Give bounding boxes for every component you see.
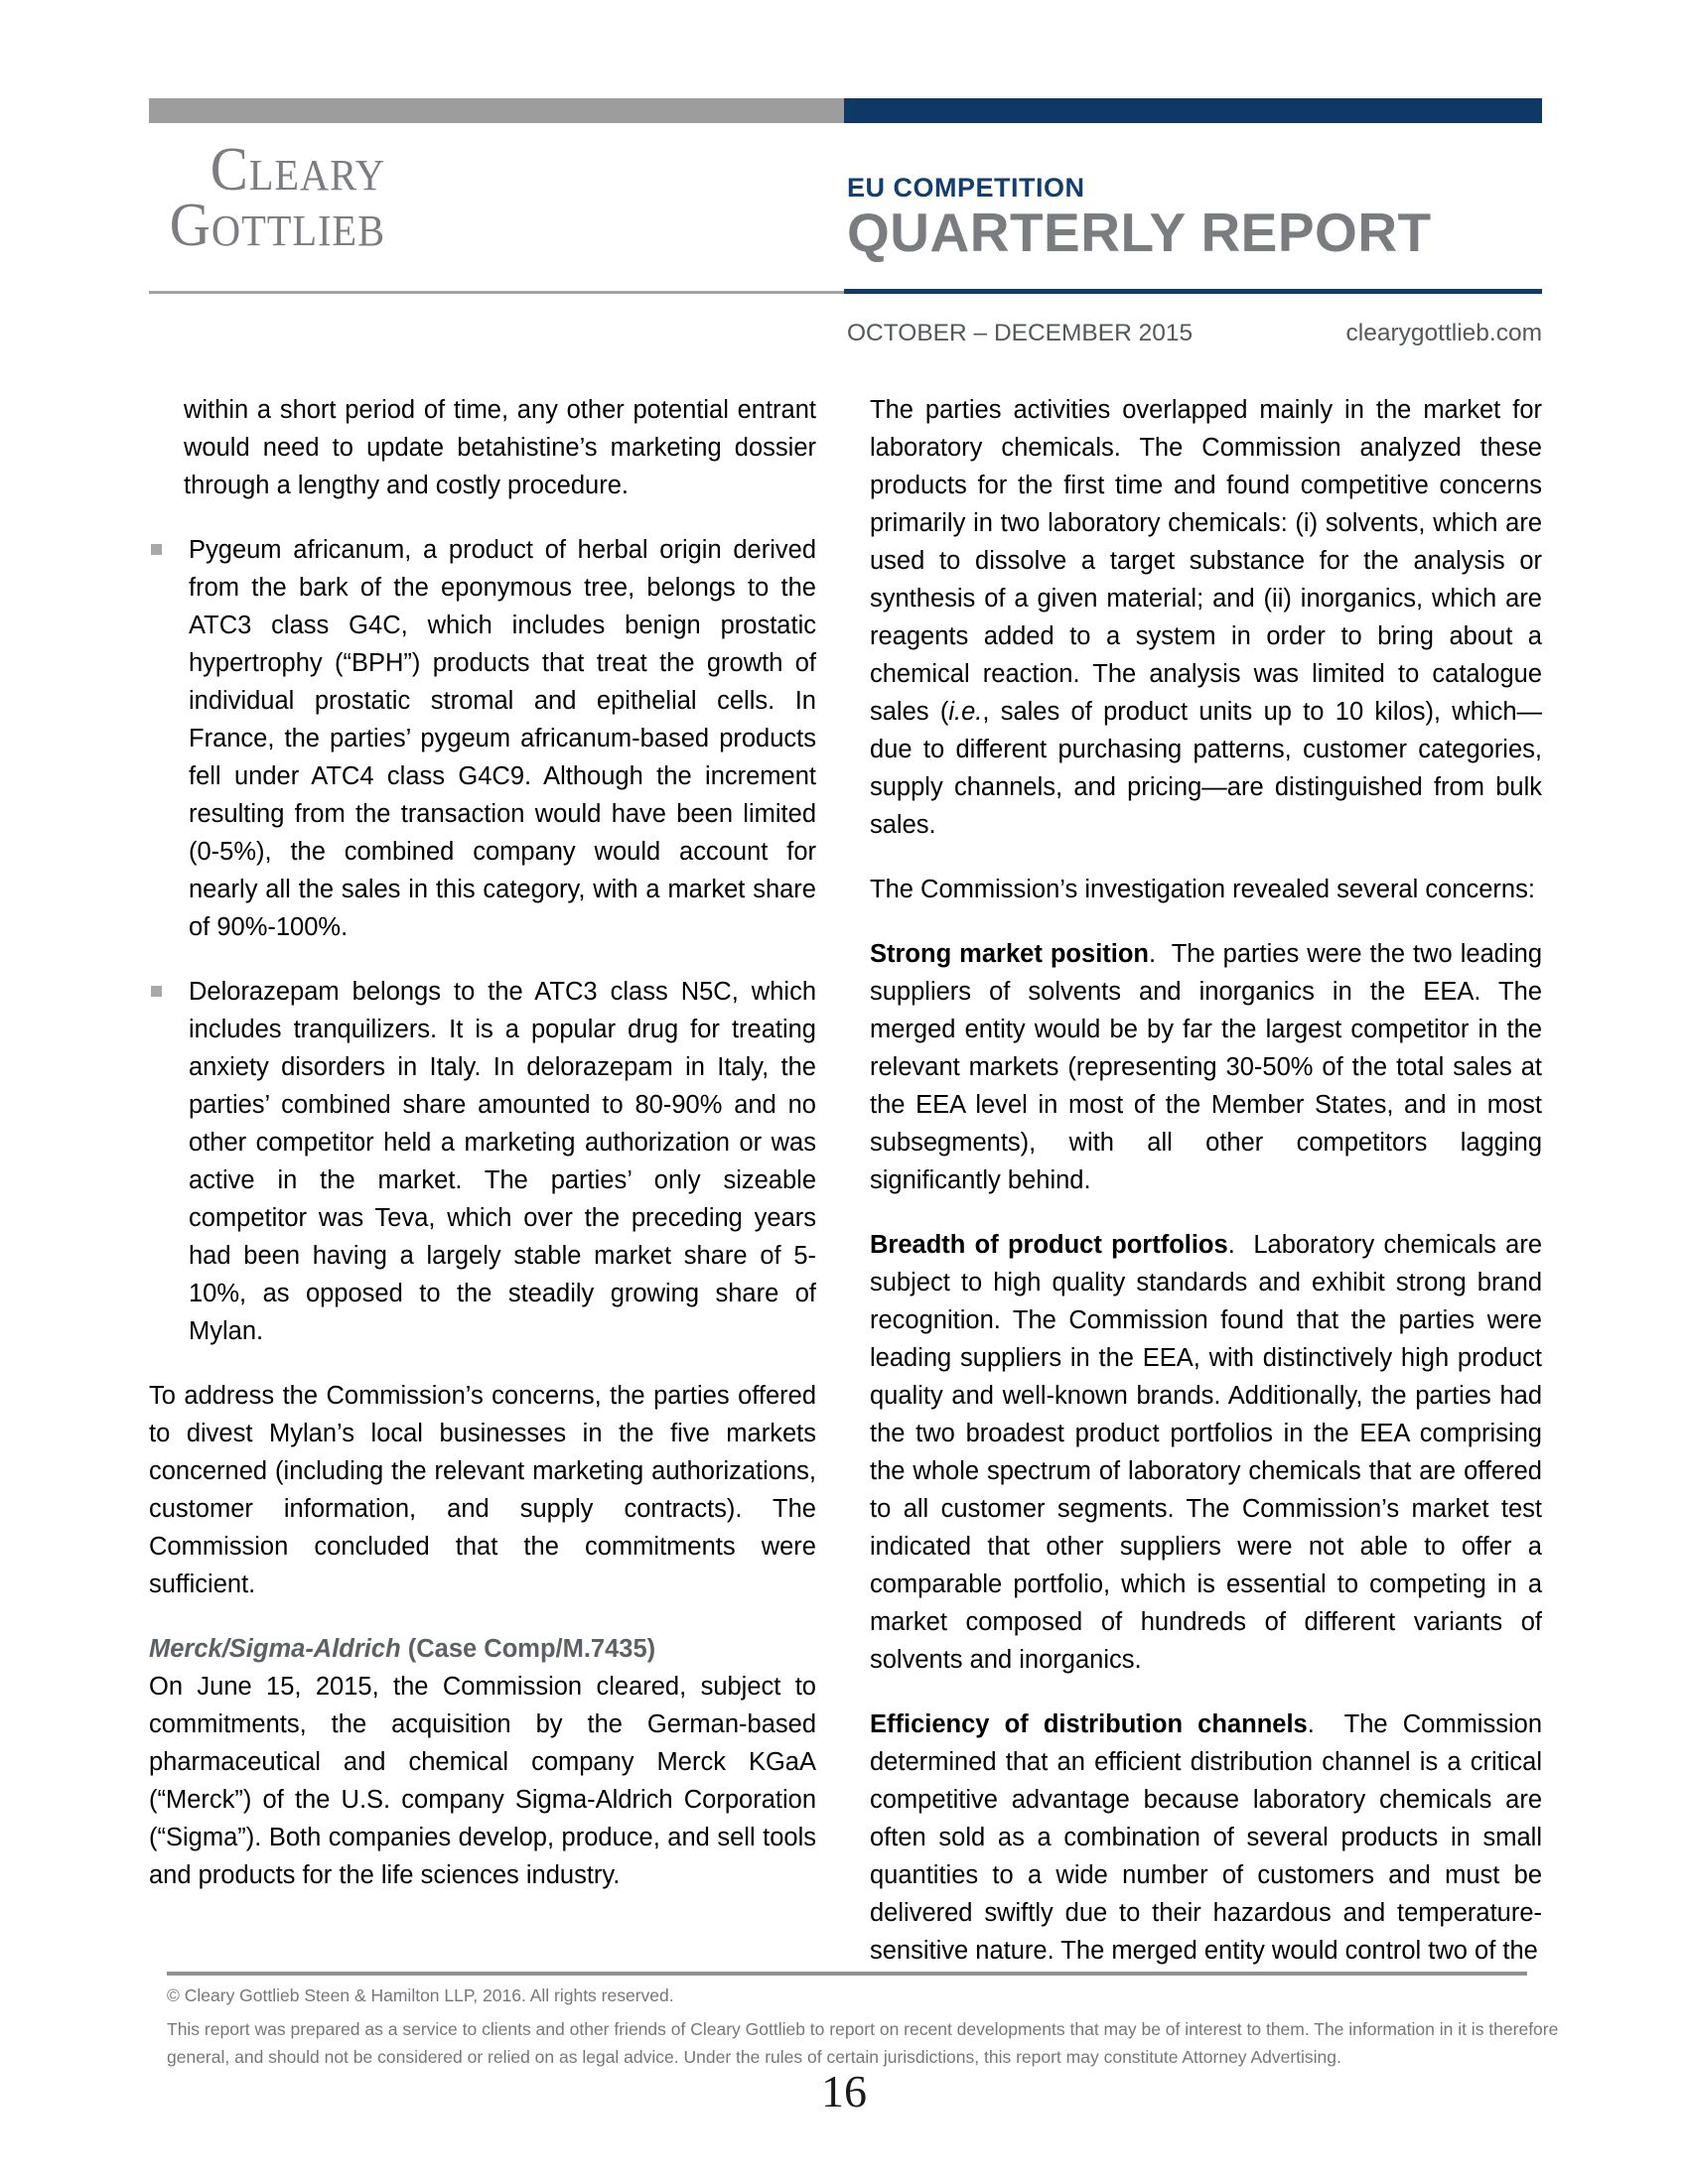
footer-rule — [167, 1972, 1527, 1976]
concern-body: . Laboratory chemicals are subject to high quality standards and exhibit strong brand recognition. The Commission found that the parties were leading suppliers in the EEA, with distinctively high product quality and well-known brands. Additionally, the parties had the two broadest product portfolios in the EEA comprising the whole spectrum of laboratory chemicals that are offered to all customer segments. The Commission’s market test indicated that other suppliers were not able to offer a comparable portfolio, which is essential to competing in a market composed of hundreds of different variants of solvents and inorganics. — [870, 1231, 1543, 1674]
list-item — [149, 973, 816, 1350]
issue-date-range: OCTOBER – DECEMBER 2015 — [847, 320, 1194, 346]
logo-initial-g: G — [169, 192, 211, 259]
copyright-line: © Cleary Gottlieb Steen & Hamilton LLP, 2016. All rights reserved. — [167, 1985, 674, 2005]
bullet-text: Pygeum africanum, a product of herbal origin derived from the bark of the eponymous tree, belongs to the ATC3 class G4C, which includes benign prostatic hypertrophy (“BPH”) products that treat the growth of individual prostatic stromal and epithelial cells. In France, the parties’ pygeum africanum-based products fell under ATC4 class G4C9. Although the increment resulting from the transaction would have been limited (0-5%), the combined company would account for nearly all the sales in this category, with a market share of 90%-100%. — [189, 536, 816, 941]
logo-rest-leary: LEARY — [248, 151, 385, 200]
case-heading — [149, 1630, 816, 1668]
overview-run: The parties activities overlapped mainly in the market for laboratory chemicals. The Commission analyzed these products for the first time and found competitive concerns primarily in two laboratory chemicals: (i) solvents, which are used to dissolve a target substance for the analysis or synthesis of a given material; and (ii) inorganics, which are reagents added to a system in order to bring about a chemical reaction. The analysis was limited to catalogue sales ( — [870, 396, 1542, 726]
overview-paragraph — [870, 391, 1542, 844]
bullet-text: Delorazepam belongs to the ATC3 class N5C, which includes tranquilizers. It is a popular drug for treating anxiety disorders in Italy. In delorazepam in Italy, the parties’ combined share amounted to 80-90% and no other competitor held a marketing authorization or was active in the market. The parties’ only sizeable competitor was Teva, which over the preceding years had been having a largely stable market share of 5-10%, as opposed to the steadily growing share of Mylan. — [189, 978, 816, 1345]
concern-body: . The parties were the two leading suppliers of solvents and inorganics in the EEA. The merged entity would be by far the largest competitor in the relevant markets (representing 30-50% of the total sales at the EEA level in most of the Member States, and in most subsegments), with all other competitors lagging significantly behind. — [870, 940, 1542, 1194]
website-link[interactable]: clearygottlieb.com — [1345, 320, 1542, 346]
concern-paragraph — [870, 1706, 1542, 1970]
concern-lead: Efficiency of distribution channels — [870, 1710, 1308, 1738]
case-name: Merck/Sigma-Aldrich — [149, 1635, 401, 1663]
case-reference: (Case Comp/M.7435) — [400, 1635, 656, 1663]
bullet-square-icon — [151, 986, 162, 997]
disclaimer-line: general, and should not be considered or relied on as legal advice. Under the rules of certain jurisdictions, this report may constitute Attorney Advertising. — [167, 2047, 1341, 2067]
header-rule-navy-segment — [844, 289, 1542, 294]
bullet-square-icon — [151, 544, 162, 555]
header-rule — [149, 289, 1542, 294]
overview-run-italic: i.e. — [948, 698, 983, 726]
header-rule-gray-segment — [149, 291, 844, 294]
dateline — [847, 320, 1542, 347]
concerns-intro: The Commission’s investigation revealed several concerns: — [870, 876, 1535, 903]
body-columns — [149, 391, 1542, 1996]
disclaimer-line: This report was prepared as a service to clients and other friends of Cleary Gottlieb to report on recent developments that may be of interest to them. The information in it is therefore — [167, 2019, 1559, 2039]
remedies-paragraph: To address the Commission’s concerns, the parties offered to divest Mylan’s local businesses in the five markets concerned (including the relevant marketing authorizations, customer information, and supply contracts). The Commission concluded that the commitments were sufficient. — [149, 1382, 816, 1598]
report-title: QUARTERLY REPORT — [847, 202, 1432, 263]
case-intro-paragraph: On June 15, 2015, the Commission cleared, subject to commitments, the acquisition by the German-based pharmaceutical and chemical company Merck KGaA (“Merck”) of the U.S. company Sigma-Aldrich Corporation (“Sigma”). Both companies develop, produce, and sell tools and products for the life sciences industry. — [149, 1673, 816, 1889]
concern-paragraph — [870, 1226, 1542, 1679]
left-column — [149, 391, 816, 1996]
disclaimer — [167, 2015, 1558, 2071]
header-bar — [149, 98, 1542, 123]
logo-line-gottlieb — [148, 192, 385, 259]
concern-paragraph — [870, 935, 1542, 1199]
logo-rest-ottlieb: OTTLIEB — [211, 206, 385, 255]
concern-lead: Strong market position — [870, 940, 1150, 968]
concern-lead: Breadth of product portfolios — [870, 1231, 1228, 1259]
overview-run: , sales of product units up to 10 kilos), which—due to different purchasing patterns, customer categories, supply channels, and pricing—are distinguished from bulk sales. — [870, 698, 1542, 839]
page-number: 16 — [821, 2066, 867, 2116]
bullet-list — [149, 531, 816, 1350]
header-bar-gray-segment — [149, 98, 844, 123]
list-item — [149, 531, 816, 946]
continuation-paragraph: within a short period of time, any other potential entrant would need to update betahistine’s marketing dossier through a lengthy and costly procedure. — [184, 396, 816, 499]
report-kicker: EU COMPETITION — [847, 173, 1085, 203]
masthead — [847, 173, 1432, 262]
concern-body: . The Commission determined that an efficient distribution channel is a critical competitive advantage because laboratory chemicals are often sold as a combination of several products in small quantities to a wide number of customers and must be delivered swiftly due to their hazardous and temperature-sensitive nature. The merged entity would control two of the — [870, 1710, 1542, 1965]
cleary-gottlieb-logo — [148, 136, 385, 259]
header-bar-navy-segment — [844, 98, 1542, 123]
right-column — [870, 391, 1542, 1996]
logo-initial-c: C — [210, 136, 249, 204]
